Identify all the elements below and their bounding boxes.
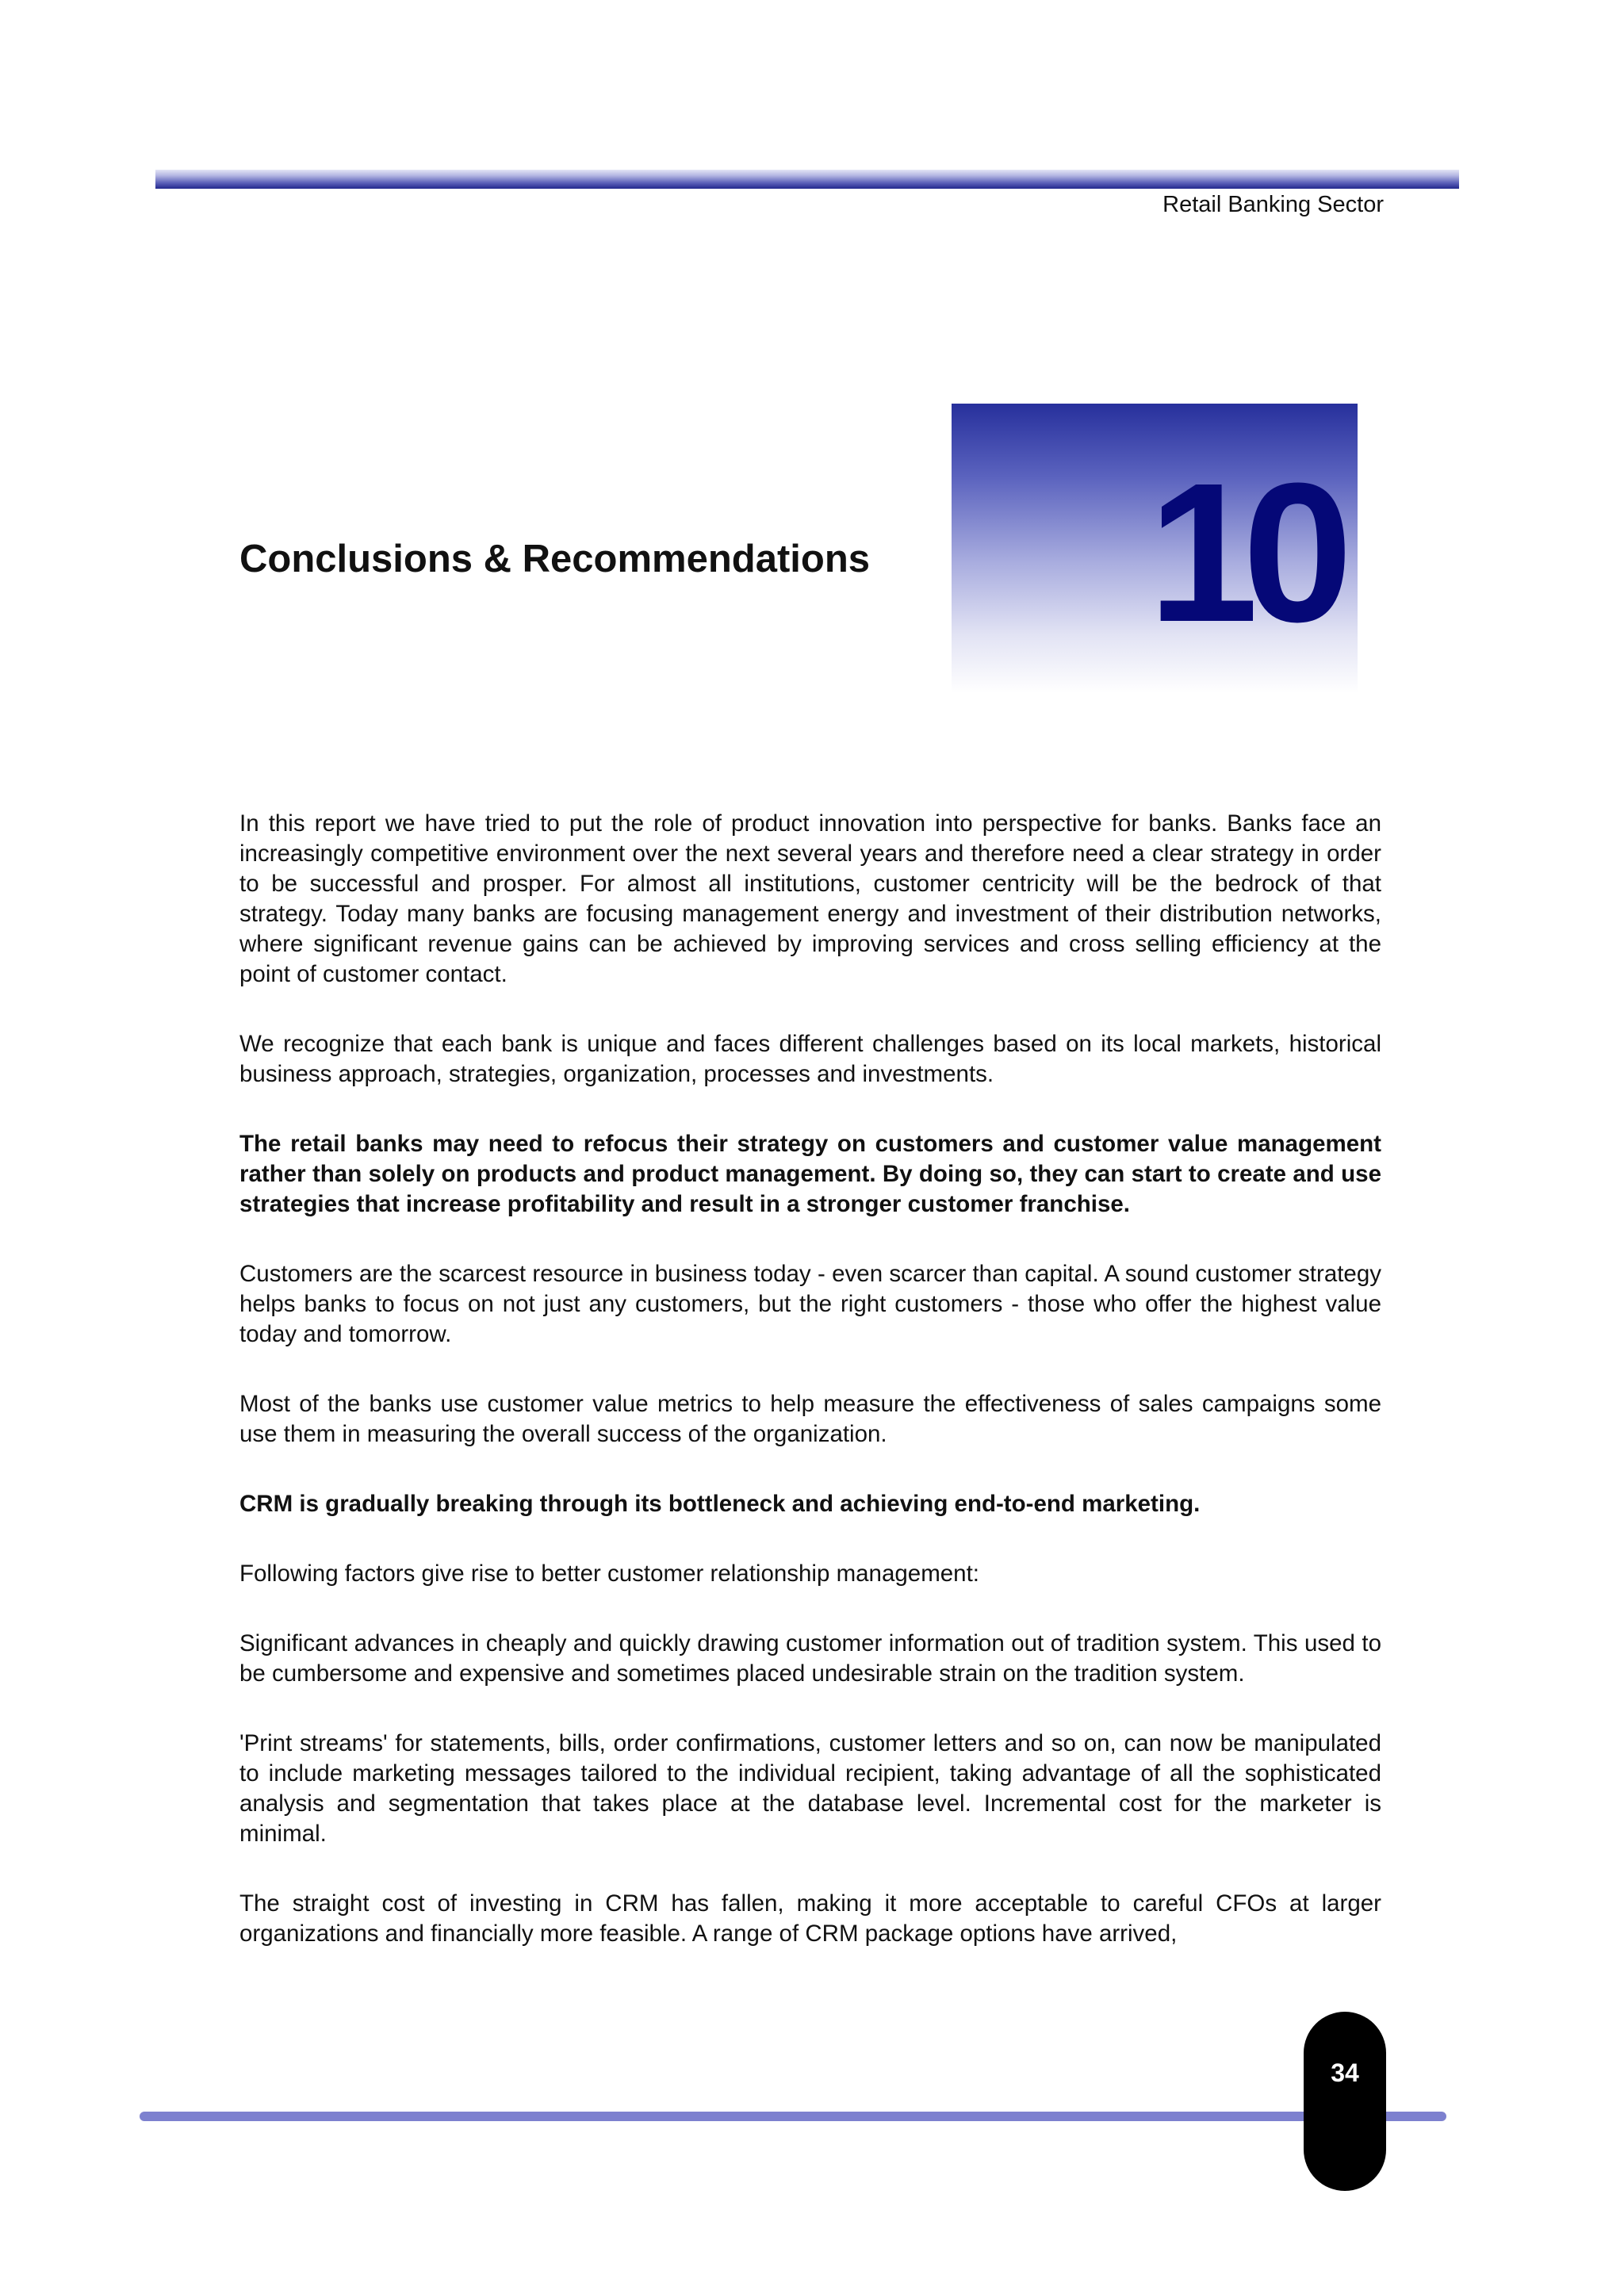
paragraph-scarcest-resource: Customers are the scarcest resource in business today - even scarcer than capital. A sound customer strategy helps banks to focus on not just any customers, but the right customers - those who offer the highest value today and tomorrow. [239,1261,1381,1347]
body-text [239,809,1381,1989]
paragraph-print-streams: 'Print streams' for statements, bills, order confirmations, customer letters and so on, can now be manipulated to include marketing messages tailored to the individual recipient, taking advantage of all the sophisticated analysis and segmentation that takes place at the database level. Incremental cost for the marketer is minimal. [239,1730,1381,1847]
chapter-number: 10 [1147,442,1337,663]
paragraph-bank-uniqueness: We recognize that each bank is unique and faces different challenges based on its local markets, historical business approach, strategies, organization, processes and investments. [239,1031,1381,1087]
running-header: Retail Banking Sector [1162,192,1384,217]
paragraph-refocus-strategy: The retail banks may need to refocus their strategy on customers and customer value management rather than solely on products and product management. By doing so, they can start to create and use strategies that increase profitability and result in a stronger customer franchise. [239,1131,1381,1217]
page-number: 34 [1331,2058,1359,2087]
paragraph-crm-bottleneck: CRM is gradually breaking through its bottleneck and achieving end-to-end marketing. [239,1491,1201,1517]
paragraph-data-advances: Significant advances in cheaply and quickly drawing customer information out of tradition system. This used to be cumbersome and expensive and sometimes placed undesirable strain on the tradition system. [239,1630,1381,1687]
paragraph-intro: In this report we have tried to put the role of product innovation into perspective for banks. Banks face an increasingly competitive environment over the next several years and therefore need a clear strategy in order to be successful and prosper. For almost all institutions, customer centricity will be the bedrock of that strategy. Today many banks are focusing management energy and investment of their distribution networks, where significant revenue gains can be achieved by improving services and cross selling efficiency at the point of customer contact. [239,810,1381,987]
header-rule [155,170,1459,189]
paragraph-crm-cost: The straight cost of investing in CRM has fallen, making it more acceptable to careful CFOs at larger organizations and financially more feasible. A range of CRM package options have arrived, [239,1890,1381,1947]
chapter-title: Conclusions & Recommendations [239,538,871,580]
chapter-number-box [952,404,1358,693]
paragraph-value-metrics: Most of the banks use customer value metrics to help measure the effectiveness of sales campaigns some use them in measuring the overall success of the organization. [239,1391,1381,1447]
paragraph-factors-intro: Following factors give rise to better customer relationship management: [239,1561,979,1587]
page-number-tab [1304,2012,1386,2191]
footer-rule [140,2112,1446,2121]
